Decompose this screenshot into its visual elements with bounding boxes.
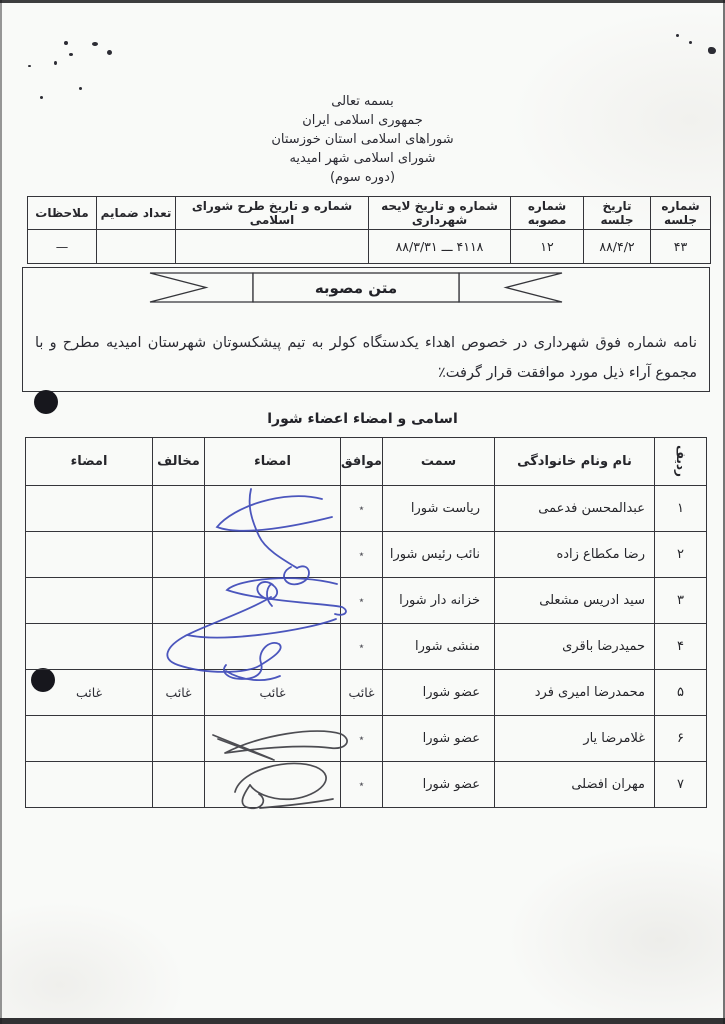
oppose-signature-cell bbox=[26, 486, 153, 532]
agree-signature-cell bbox=[205, 716, 341, 762]
meta-col-bill-no-date: شماره و تاریخ لایحه شهرداری bbox=[369, 197, 511, 230]
meta-col-session-no: شماره جلسه bbox=[651, 197, 711, 230]
members-header-row bbox=[26, 438, 707, 486]
col-row-no bbox=[655, 438, 707, 486]
member-name: محمدرضا امیری فرد bbox=[495, 670, 655, 716]
member-row-7 bbox=[26, 762, 707, 808]
header-line-basmala: بسمه تعالی bbox=[331, 94, 394, 109]
agree-mark: ٭ bbox=[341, 624, 383, 670]
oppose-signature-cell bbox=[26, 762, 153, 808]
meta-col-remarks: ملاحظات bbox=[28, 197, 97, 230]
col-position: سمت bbox=[383, 438, 495, 486]
row-no-rotated-label: ردیف bbox=[673, 445, 688, 477]
member-row-3 bbox=[26, 578, 707, 624]
meta-col-plan-no-date: شماره و تاریخ طرح شورای اسلامی bbox=[176, 197, 369, 230]
meta-value-remarks: — bbox=[28, 230, 97, 264]
meta-table bbox=[27, 196, 711, 264]
agree-mark: ٭ bbox=[341, 762, 383, 808]
meta-col-resolution-no: شماره مصوبه bbox=[511, 197, 584, 230]
agree-signature-cell bbox=[205, 624, 341, 670]
meta-value-plan-no-date bbox=[176, 230, 369, 264]
meta-col-session-date: تاریخ جلسه bbox=[584, 197, 651, 230]
member-row-1 bbox=[26, 486, 707, 532]
member-position: عضو شورا bbox=[383, 670, 495, 716]
oppose-mark bbox=[153, 578, 205, 624]
agree-mark: ٭ bbox=[341, 578, 383, 624]
meta-value-bill-no-date: ۴۱۱۸ ـــ ۸۸/۳/۳۱ bbox=[369, 230, 511, 264]
meta-value-session-date: ۸۸/۴/۲ bbox=[584, 230, 651, 264]
meta-value-row bbox=[28, 230, 711, 264]
resolution-box bbox=[22, 267, 710, 392]
resolution-banner-ribbon bbox=[149, 272, 563, 303]
scan-edge-top bbox=[0, 0, 725, 3]
oppose-mark-absent: غائب bbox=[153, 670, 205, 716]
oppose-mark bbox=[153, 716, 205, 762]
oppose-mark bbox=[153, 624, 205, 670]
oppose-signature-cell bbox=[26, 624, 153, 670]
member-position: نائب رئیس شورا bbox=[383, 532, 495, 578]
resolution-banner-title: متن مصوبه bbox=[314, 278, 398, 297]
members-table bbox=[25, 437, 707, 808]
row-no: ۳ bbox=[655, 578, 707, 624]
document-header bbox=[0, 92, 725, 187]
row-no: ۴ bbox=[655, 624, 707, 670]
meta-col-attachments: تعداد ضمایم bbox=[97, 197, 176, 230]
member-name: غلامرضا یار bbox=[495, 716, 655, 762]
col-agree-signature: امضاء bbox=[205, 438, 341, 486]
meta-header-row bbox=[28, 197, 711, 230]
row-no: ۲ bbox=[655, 532, 707, 578]
col-agree: موافق bbox=[341, 438, 383, 486]
row-no: ۶ bbox=[655, 716, 707, 762]
col-oppose-signature: امضاء bbox=[26, 438, 153, 486]
agree-signature-cell bbox=[205, 532, 341, 578]
header-line-city-council: شورای اسلامی شهر امیدیه bbox=[289, 151, 436, 166]
row-no: ۱ bbox=[655, 486, 707, 532]
header-line-term: (دوره سوم) bbox=[329, 170, 396, 185]
member-row-5-absent bbox=[26, 670, 707, 716]
oppose-signature-cell bbox=[26, 532, 153, 578]
agree-signature-cell bbox=[205, 486, 341, 532]
col-oppose: مخالف bbox=[153, 438, 205, 486]
header-line-province-councils: شوراهای اسلامی استان خوزستان bbox=[271, 132, 454, 147]
member-position: منشی شورا bbox=[383, 624, 495, 670]
oppose-mark bbox=[153, 762, 205, 808]
agree-signature-cell bbox=[205, 762, 341, 808]
agree-signature-cell bbox=[205, 578, 341, 624]
meta-value-session-no: ۴۳ bbox=[651, 230, 711, 264]
member-row-2 bbox=[26, 532, 707, 578]
member-name: مهران افضلی bbox=[495, 762, 655, 808]
meta-value-resolution-no: ۱۲ bbox=[511, 230, 584, 264]
oppose-signature-cell bbox=[26, 716, 153, 762]
agree-mark: ٭ bbox=[341, 532, 383, 578]
oppose-signature-absent: غائب bbox=[26, 670, 153, 716]
member-position: ریاست شورا bbox=[383, 486, 495, 532]
col-full-name: نام ونام خانوادگی bbox=[495, 438, 655, 486]
member-row-6 bbox=[26, 716, 707, 762]
oppose-signature-cell bbox=[26, 578, 153, 624]
member-position: خزانه دار شورا bbox=[383, 578, 495, 624]
agree-mark-absent: غائب bbox=[341, 670, 383, 716]
agree-signature-absent: غائب bbox=[205, 670, 341, 716]
member-name: حمیدرضا باقری bbox=[495, 624, 655, 670]
agree-mark: ٭ bbox=[341, 716, 383, 762]
row-no: ۵ bbox=[655, 670, 707, 716]
resolution-body-text: نامه شماره فوق شهرداری در خصوص اهداء یکدستگاه کولر به تیم پیشکسوتان شهرستان امیدیه مطرح و با مجموع آراء ذیل مورد موافقت قرار گرفت٪ bbox=[35, 335, 697, 381]
oppose-mark bbox=[153, 486, 205, 532]
row-no: ۷ bbox=[655, 762, 707, 808]
header-line-country: جمهوری اسلامی ایران bbox=[302, 113, 423, 128]
agree-mark: ٭ bbox=[341, 486, 383, 532]
member-position: عضو شورا bbox=[383, 716, 495, 762]
member-name: عبدالمحسن فدعمی bbox=[495, 486, 655, 532]
members-section-title: اسامی و امضاء اعضاء شورا bbox=[267, 411, 458, 427]
meta-value-attachments bbox=[97, 230, 176, 264]
member-position: عضو شورا bbox=[383, 762, 495, 808]
member-name: سید ادریس مشعلی bbox=[495, 578, 655, 624]
member-row-4 bbox=[26, 624, 707, 670]
member-name: رضا مکطاع زاده bbox=[495, 532, 655, 578]
scan-edge-bottom bbox=[0, 1018, 725, 1024]
oppose-mark bbox=[153, 532, 205, 578]
